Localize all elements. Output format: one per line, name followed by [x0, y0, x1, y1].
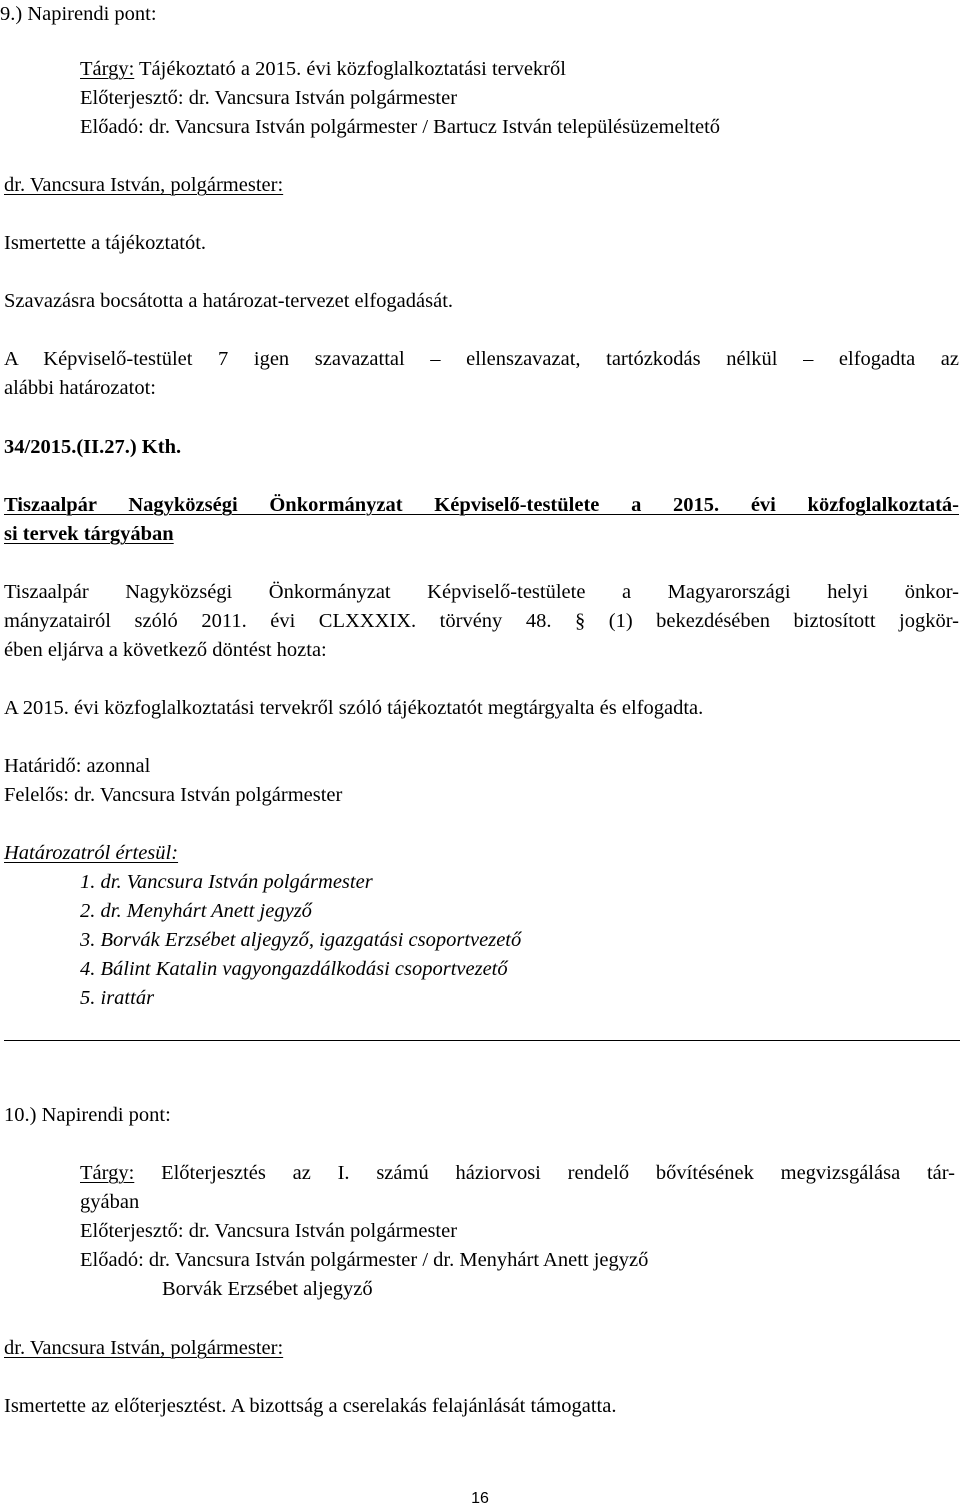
item9-heading: 9.) Napirendi pont:: [0, 3, 157, 25]
item10-heading: 10.) Napirendi pont:: [4, 1104, 171, 1126]
item9-statement-2: Szavazásra bocsátotta a határozat-tervezet elfogadását.: [4, 290, 454, 312]
resolution-number: 34/2015.(II.27.) Kth.: [4, 436, 182, 458]
item10-speaker-2: Borvák Erzsébet aljegyző: [162, 1278, 373, 1300]
item9-submitter: Előterjesztő: dr. Vancsura István polgármester: [80, 87, 458, 109]
item10-subject-text: Előterjesztés az I. számú háziorvosi rendelő bővítésének megvizsgálása tár-: [134, 1162, 955, 1184]
deadline: Határidő: azonnal: [4, 755, 151, 777]
item9-vote-line-2: alábbi határozatot:: [4, 377, 156, 399]
notify-item-4: 4. Bálint Katalin vagyongazdálkodási csoportvezető: [80, 958, 508, 980]
notify-item-1: 1. dr. Vancsura István polgármester: [80, 871, 373, 893]
item9-subject-label: Tárgy:: [80, 58, 135, 80]
item9-vote-line-1: A Képviselő-testület 7 igen szavazattal – ellenszavazat, tartózkodás nélkül – elfogadta az: [4, 348, 959, 370]
item9-statement-1: Ismertette a tájékoztatót.: [4, 232, 207, 254]
item10-subject-line-1: [80, 1159, 955, 1188]
item10-subject-line-2: gyában: [80, 1191, 140, 1213]
item10-speaker: Előadó: dr. Vancsura István polgármester / dr. Menyhárt Anett jegyző: [80, 1249, 649, 1271]
notify-item-2: 2. dr. Menyhárt Anett jegyző: [80, 900, 312, 922]
item10-submitter: Előterjesztő: dr. Vancsura István polgármester: [80, 1220, 458, 1242]
resolution-title-line-1: Tiszaalpár Nagyközségi Önkormányzat Képviselő-testülete a 2015. évi közfoglalkoztatá-: [4, 494, 959, 516]
resolution-body-line-3: ében eljárva a következő döntést hozta:: [4, 639, 327, 661]
item10-mayor-label: dr. Vancsura István, polgármester:: [4, 1337, 284, 1359]
item9-subject-text: Tájékoztató a 2015. évi közfoglalkoztatási tervekről: [134, 58, 566, 80]
item10-subject-label: Tárgy:: [80, 1162, 135, 1184]
item9-subject: [80, 55, 566, 84]
page-number: 16: [471, 1490, 489, 1507]
resolution-title-line-2: si tervek tárgyában: [4, 523, 174, 545]
responsible: Felelős: dr. Vancsura István polgármester: [4, 784, 343, 806]
item9-mayor-label: dr. Vancsura István, polgármester:: [4, 174, 284, 196]
item10-statement: Ismertette az előterjesztést. A bizottság a cserelakás felajánlását támogatta.: [4, 1395, 617, 1417]
item9-speaker: Előadó: dr. Vancsura István polgármester / Bartucz István településüzemeltető: [80, 116, 721, 138]
notify-label: Határozatról értesül:: [4, 842, 179, 864]
notify-item-3: 3. Borvák Erzsébet aljegyző, igazgatási csoportvezető: [80, 929, 522, 951]
resolution-decision: A 2015. évi közfoglalkoztatási tervekről szóló tájékoztatót megtárgyalta és elfogadta.: [4, 697, 704, 719]
resolution-body-line-1: Tiszaalpár Nagyközségi Önkormányzat Képviselő-testülete a Magyarországi helyi önkor-: [4, 581, 959, 603]
resolution-body-line-2: mányzatairól szóló 2011. évi CLXXXIX. törvény 48. § (1) bekezdésében biztosított jogkör-: [4, 610, 959, 632]
notify-item-5: 5. irattár: [80, 987, 155, 1009]
section-divider: [4, 1040, 960, 1041]
